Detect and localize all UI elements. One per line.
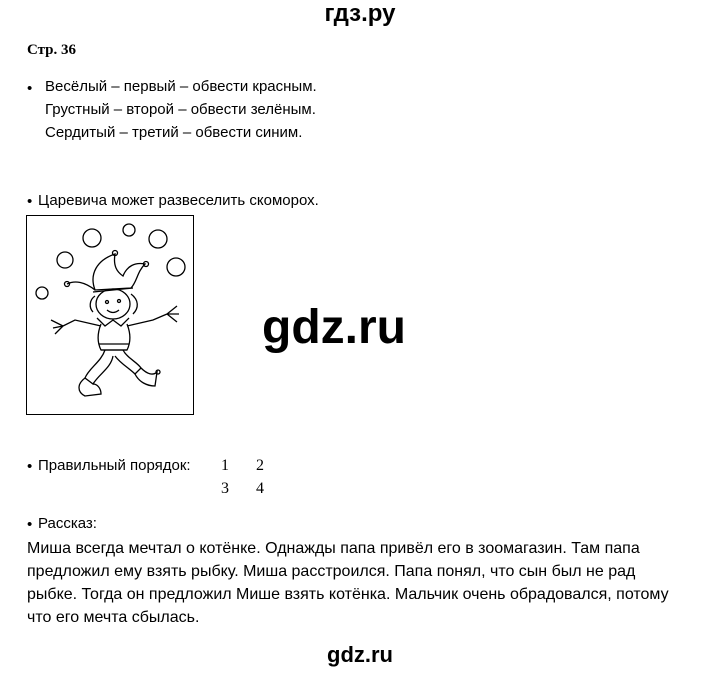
instruction-line-2: Грустный – второй – обвести зелёным.: [45, 101, 316, 118]
jester-drawing: [27, 216, 193, 414]
jester-illustration: [26, 215, 194, 415]
instruction-line-1: Весёлый – первый – обвести красным.: [45, 78, 317, 95]
bullet-marker: •: [27, 193, 33, 210]
site-logo-footer: gdz.ru: [327, 642, 393, 667]
order-label: Правильный порядок:: [38, 457, 191, 474]
order-number: 3: [221, 480, 229, 497]
story-line-2: предложил ему взять рыбку. Миша расстроился. Папа понял, что сын был не рад: [27, 563, 636, 580]
story-line-4: что его мечта сбылась.: [27, 609, 200, 626]
bullet-marker: •: [27, 516, 33, 533]
watermark: gdz.ru: [262, 301, 406, 354]
story-line-1: Миша всегда мечтал о котёнке. Однажды папа привёл его в зоомагазин. Там папа: [27, 540, 640, 557]
story-label: Рассказ:: [38, 515, 97, 532]
order-number: 4: [256, 480, 264, 497]
story-line-3: рыбке. Тогда он предложил Мише взять котёнка. Мальчик очень обрадовался, потому: [27, 586, 669, 603]
order-number: 2: [256, 457, 264, 474]
site-logo-header: гдз.ру: [324, 0, 396, 27]
bullet-marker: •: [27, 80, 33, 97]
order-number: 1: [221, 457, 229, 474]
answer-text: Царевича может развеселить скоморох.: [38, 192, 319, 209]
bullet-marker: •: [27, 458, 33, 475]
page-title: Стр. 36: [27, 42, 77, 58]
instruction-line-3: Сердитый – третий – обвести синим.: [45, 124, 303, 141]
